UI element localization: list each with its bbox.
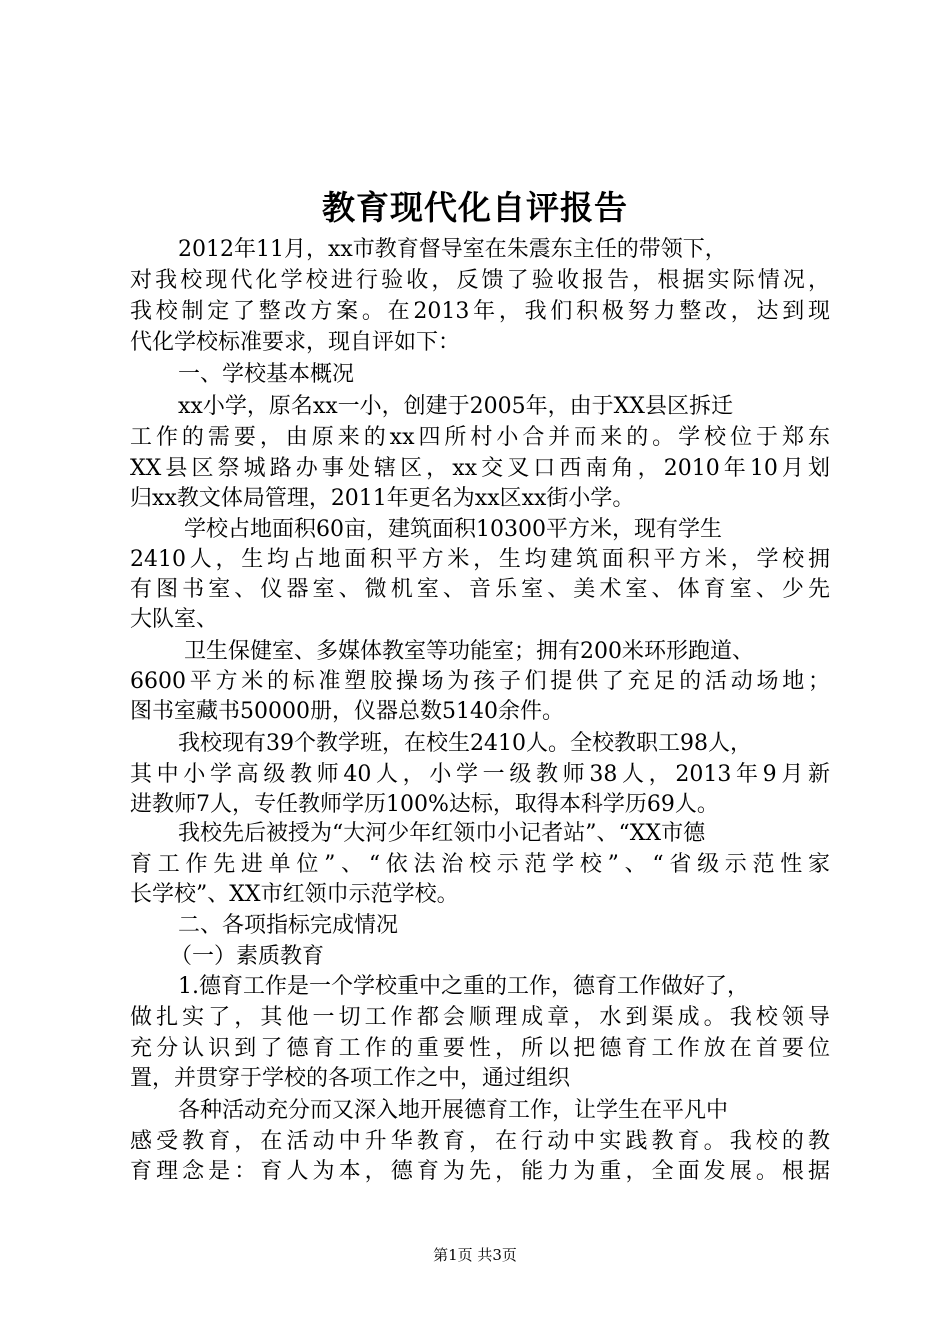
text-line: 归xx教文体局管理，2011年更名为xx区xx街小学。 (130, 486, 635, 511)
text-line: 代化学校标准要求，现自评如下： (130, 330, 461, 355)
text-line: 感受教育，在活动中升华教育，在行动中实践教育。我校的教 (130, 1129, 830, 1154)
text-line: 充分认识到了德育工作的重要性，所以把德育工作放在首要位 (130, 1036, 830, 1061)
section-heading: 二、各项指标完成情况 (178, 913, 399, 938)
text-line: 育理念是：育人为本，德育为先，能力为重，全面发展。根据 (130, 1159, 830, 1184)
text-line: 学校占地面积60亩，建筑面积10300平方米，现有学生 (184, 517, 722, 542)
text-line: 2410人，生均占地面积平方米，生均建筑面积平方米，学校拥 (130, 547, 830, 572)
text-line: 我校先后被授为“大河少年红领巾小记者站”、“XX市德 (178, 821, 706, 846)
text-line: 各种活动充分而又深入地开展德育工作，让学生在平凡中 (178, 1098, 729, 1123)
text-line: 置，并贯穿于学校的各项工作之中，通过组织 (130, 1066, 571, 1091)
text-line: 2012年11月，xx市教育督导室在朱震东主任的带领下， (178, 237, 727, 262)
text-line: 有图书室、仪器室、微机室、音乐室、美术室、体育室、少先 (130, 577, 830, 602)
text-line: 1.德育工作是一个学校重中之重的工作，德育工作做好了， (178, 974, 749, 999)
text-line: xx小学，原名xx一小，创建于2005年，由于XX县区拆迁 (178, 394, 733, 419)
section-heading: 一、学校基本概况 (178, 362, 355, 387)
text-line: 其中小学高级教师40人，小学一级教师38人，2013年9月新 (130, 762, 830, 787)
text-line: 我校制定了整改方案。在2013年，我们积极努力整改，达到现 (130, 299, 830, 324)
text-line: 卫生保健室、多媒体教室等功能室；拥有200米环形跑道、 (184, 639, 754, 664)
text-line: 大队室、 (130, 607, 219, 632)
text-line: XX县区祭城路办事处辖区，xx交叉口西南角，2010年10月划 (130, 456, 830, 481)
text-line: 6600平方米的标准塑胶操场为孩子们提供了充足的活动场地； (130, 669, 830, 694)
text-line: 工作的需要，由原来的xx四所村小合并而来的。学校位于郑东 (130, 425, 830, 450)
subsection-heading: （一）素质教育 (170, 944, 325, 969)
text-line: 进教师7人，专任教师学历100%达标，取得本科学历69人。 (130, 792, 719, 817)
text-line: 对我校现代化学校进行验收，反馈了验收报告，根据实际情况， (130, 268, 830, 293)
document-title: 教育现代化自评报告 (322, 188, 628, 227)
text-line: 做扎实了，其他一切工作都会顺理成章，水到渠成。我校领导 (130, 1005, 830, 1030)
text-line: 育工作先进单位”、“依法治校示范学校”、“省级示范性家 (130, 852, 830, 877)
text-line: 长学校”、XX市红领巾示范学校。 (130, 882, 459, 907)
text-line: 我校现有39个教学班，在校生2410人。全校教职工98人， (178, 731, 752, 756)
page-footer: 第1页 共3页 (433, 1246, 517, 1264)
text-line: 图书室藏书50000册，仪器总数5140余件。 (130, 699, 564, 724)
